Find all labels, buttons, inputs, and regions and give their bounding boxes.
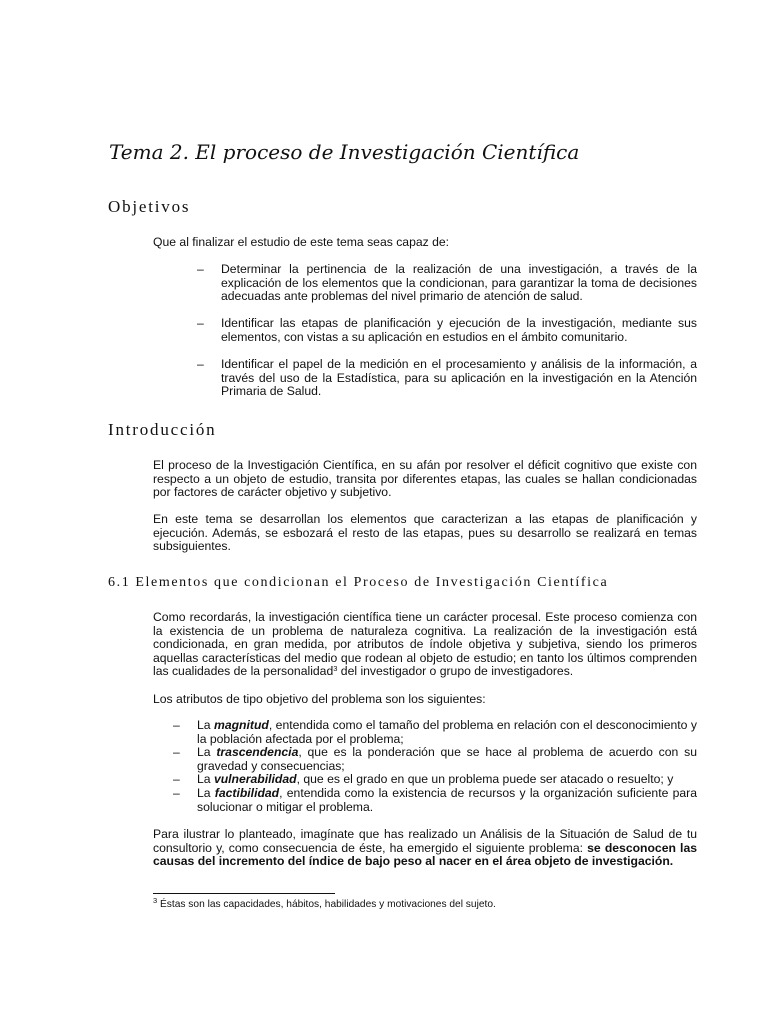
- attribute-desc: , entendida como la existencia de recursos y la organización suficiente para solucionar o mitigar el problema.: [197, 785, 697, 814]
- attributes-list: [173, 718, 698, 814]
- introduccion-paragraph-1: El proceso de la Investigación Científica, en su afán por resolver el déficit cognitivo que existe con respecto a un objeto de estudio, transita por diferentes etapas, las cuales se hallan condicionadas por factores de carácter objetivo y subjetivo.: [153, 458, 697, 500]
- attribute-pre: La: [197, 785, 215, 800]
- objective-text: Identificar el papel de la medición en el procesamiento y análisis de la información, a través del uso de la Estadística, para su aplicación en la investigación en la Atención Primaria de Salud.: [221, 356, 697, 399]
- objetivos-intro: Que al finalizar el estudio de este tema seas capaz de:: [153, 235, 450, 249]
- attribute-pre: La: [197, 718, 214, 732]
- section-6-1-heading: 6.1 Elementos que condicionan el Proceso de Investigación Científica: [108, 575, 609, 590]
- introduccion-paragraph-2: En este tema se desarrollan los elementos que caracterizan a las etapas de planificación y ejecución. Además, se esbozará el resto de las etapas, pues su desarrollo se realizará en temas subsiguientes.: [153, 512, 697, 554]
- attribute-desc: , que es la ponderación que se hace al problema de acuerdo con su gravedad y consecuencias;: [197, 745, 698, 773]
- dash-bullet: –: [173, 718, 180, 732]
- objetivos-list: [197, 262, 697, 412]
- paragraph-text: Para ilustrar lo planteado, imagínate que has realizado un Análisis de la Situación de Salud de tu consultorio y, como consecuencia de éste, ha emergido el siguiente problema:: [153, 827, 697, 855]
- list-item: [197, 262, 697, 304]
- dash-bullet: –: [173, 785, 180, 800]
- attribute-desc: , que es el grado en que un problema puede ser atacado o resuelto; y: [296, 772, 674, 787]
- attribute-desc: , entendida como el tamaño del problema en relación con el desconocimiento y la población afectada por el problema;: [197, 718, 697, 746]
- paragraph-text: del investigador o grupo de investigadores.: [337, 664, 574, 679]
- problem-statement: se desconocen las causas del incremento del índice de bajo peso al nacer en el área objeto de investigación.: [153, 840, 698, 869]
- section-6-1-paragraph-3: [153, 828, 697, 869]
- paragraph-text: Como recordarás, la investigación científica tiene un carácter procesal. Este proceso comienza con la existencia de un problema de naturaleza cognitiva. La realización de la investigación está condicionada, en gran medida, por atributos de índole objetiva y subjetiva, siendo los primeros aquellas características del medio que rodean al objeto de estudio; en tanto los últimos comprenden las cualidades de la personalidad: [153, 610, 697, 679]
- list-item: [197, 316, 697, 344]
- dash-bullet: –: [173, 745, 180, 760]
- footnote-text: Éstas son las capacidades, hábitos, habilidades y motivaciones del sujeto.: [157, 899, 496, 910]
- dash-bullet: –: [173, 772, 180, 787]
- page-title: Tema 2. El proceso de Investigación Científica: [109, 140, 580, 164]
- objetivos-heading: Objetivos: [108, 197, 191, 216]
- objective-text: Determinar la pertinencia de la realización de una investigación, a través de la explicación de los elementos que la condicionan, para garantizar la toma de decisiones adecuadas ante problemas del nivel primario de atención de salud.: [221, 262, 697, 304]
- footnote: [153, 898, 697, 911]
- introduccion-heading: Introducción: [108, 420, 217, 439]
- dash-bullet: –: [197, 356, 204, 371]
- footnote-ref: 3: [333, 664, 338, 674]
- attribute-term: factibilidad: [214, 785, 280, 800]
- dash-bullet: –: [197, 262, 204, 276]
- attribute-term: vulnerabilidad: [213, 772, 297, 787]
- list-item: [173, 772, 697, 787]
- attribute-pre: La: [197, 772, 214, 787]
- list-item: [197, 356, 697, 399]
- footnote-divider: [153, 893, 335, 894]
- attribute-term: magnitud: [214, 718, 269, 732]
- footnote-mark: 3: [153, 896, 158, 905]
- objective-text: Identificar las etapas de planificación y ejecución de la investigación, mediante sus elementos, con vistas a su aplicación en estudios en el ámbito comunitario.: [221, 316, 697, 344]
- attribute-pre: La: [197, 745, 217, 760]
- dash-bullet: –: [197, 316, 204, 331]
- list-item: [173, 785, 697, 814]
- attribute-term: trascendencia: [216, 745, 299, 760]
- section-6-1-paragraph-1: [153, 611, 697, 679]
- list-item: [173, 718, 697, 746]
- section-6-1-paragraph-2: Los atributos de tipo objetivo del problema son los siguientes:: [153, 692, 486, 706]
- list-item: [173, 745, 698, 773]
